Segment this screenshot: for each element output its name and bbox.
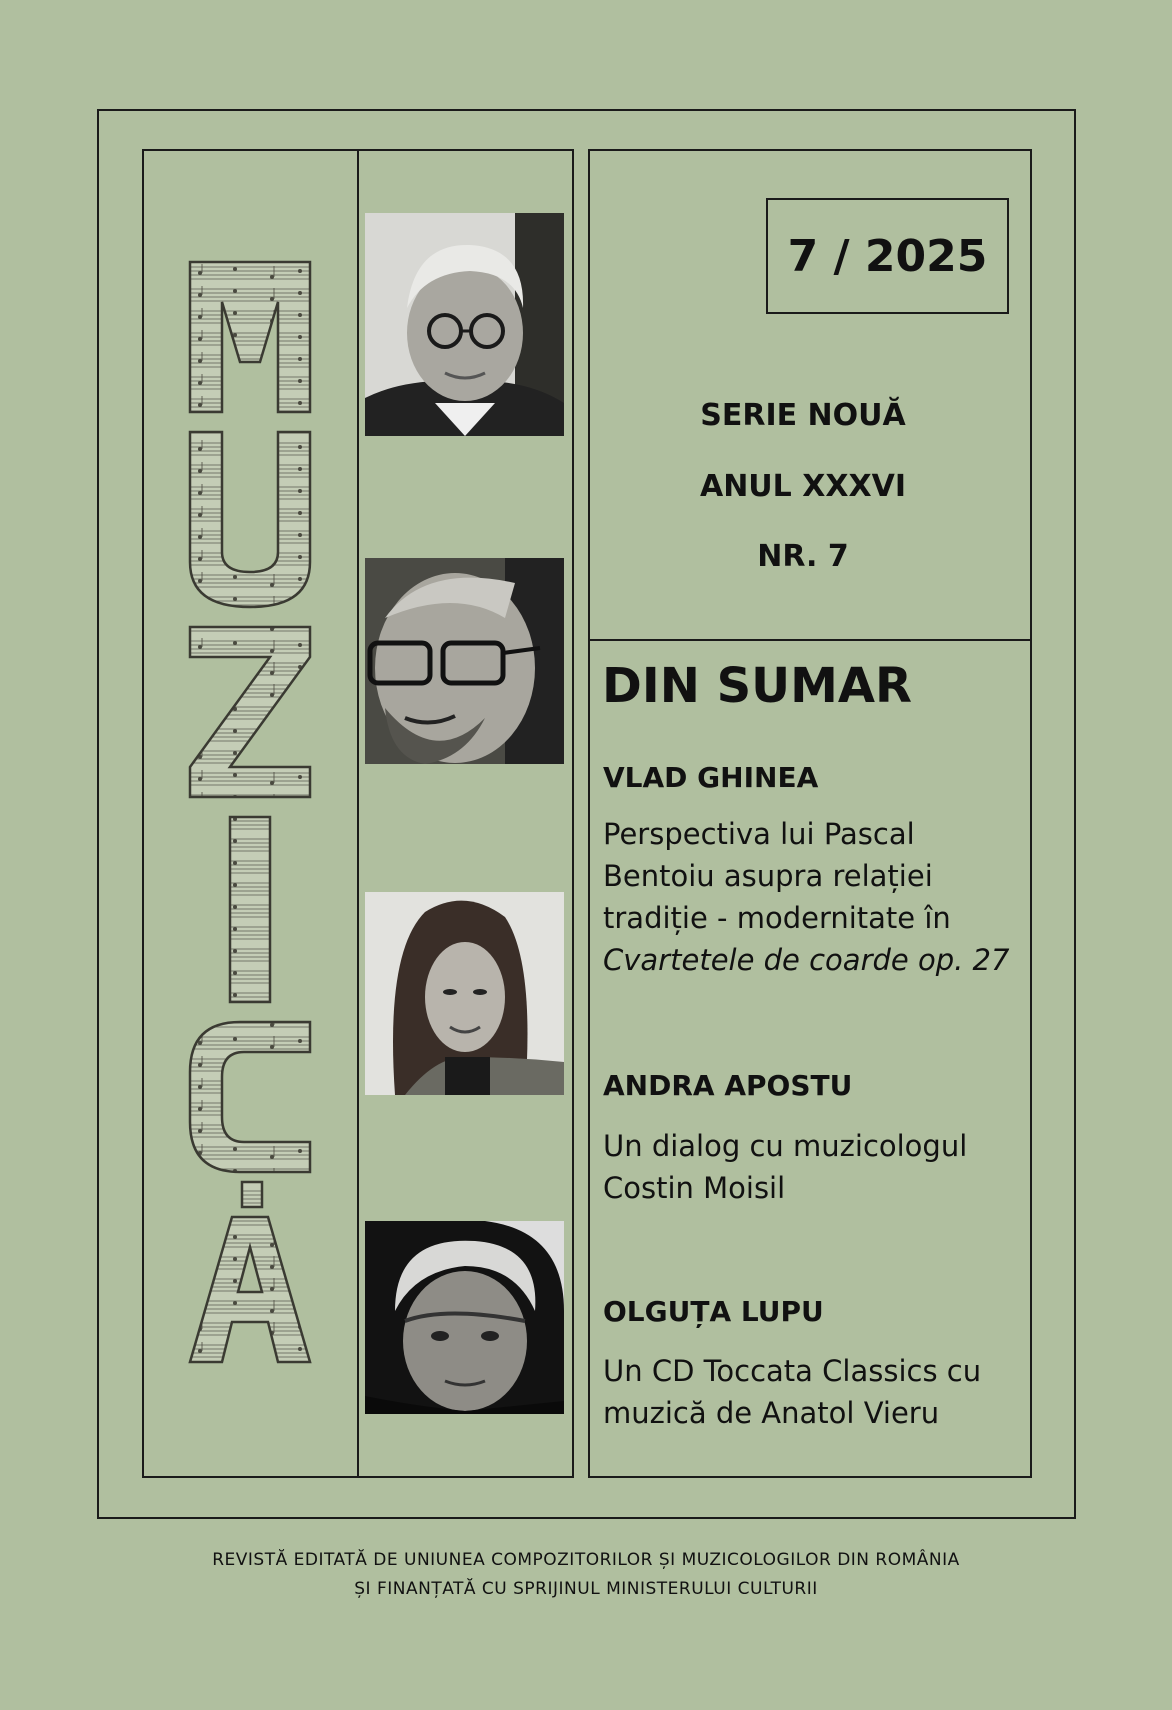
article-author: OLGUȚA LUPU — [603, 1295, 824, 1328]
article-title-italic: Cvartetele de coarde op. 27 — [603, 943, 1010, 977]
portrait-elderly-man-icon — [365, 1221, 564, 1414]
masthead-letter-z — [190, 627, 310, 797]
article-title-line: Un CD Toccata Classics cu — [603, 1354, 982, 1388]
publisher-line: REVISTĂ EDITATĂ DE UNIUNEA COMPOZITORILOR ȘI MUZICOLOGILOR DIN ROMÂNIA — [212, 1550, 960, 1570]
funding-line: ȘI FINANȚATĂ CU SPRIJINUL MINISTERULUI CULTURII — [354, 1579, 818, 1599]
article-title-line: Bentoiu asupra relației — [603, 859, 933, 893]
article-author: VLAD GHINEA — [603, 761, 819, 794]
masthead-letter-c — [190, 1022, 310, 1207]
masthead-letter-i — [230, 817, 270, 1002]
masthead-letter-a — [190, 1217, 310, 1362]
portrait-woman-icon — [365, 892, 564, 1095]
info-divider — [588, 639, 1032, 641]
issue-number: 7 / 2025 — [766, 198, 1009, 314]
year-label: ANUL XXXVI — [699, 469, 906, 504]
portrait-elderly-man-glasses-icon — [365, 213, 564, 436]
masthead-logo — [180, 242, 320, 1372]
article-title — [603, 1125, 1023, 1209]
issue-nr-label: NR. 7 — [757, 539, 849, 574]
portrait-man-glasses-beard-icon — [365, 558, 564, 764]
article-title — [603, 813, 1023, 981]
article-title-line: Perspectiva lui Pascal — [603, 817, 915, 851]
series-label: SERIE NOUĂ — [700, 398, 906, 433]
summary-title: DIN SUMAR — [602, 658, 913, 714]
article-title-line: Costin Moisil — [603, 1171, 786, 1205]
masthead-letter-m — [190, 262, 310, 412]
masthead-letter-u — [190, 432, 310, 607]
article-title-line: Un dialog cu muzicologul — [603, 1129, 968, 1163]
article-title-line: tradiție - modernitate în — [603, 901, 951, 935]
article-title — [603, 1350, 1023, 1434]
article-title-line: muzică de Anatol Vieru — [603, 1396, 940, 1430]
article-author: ANDRA APOSTU — [603, 1069, 853, 1102]
